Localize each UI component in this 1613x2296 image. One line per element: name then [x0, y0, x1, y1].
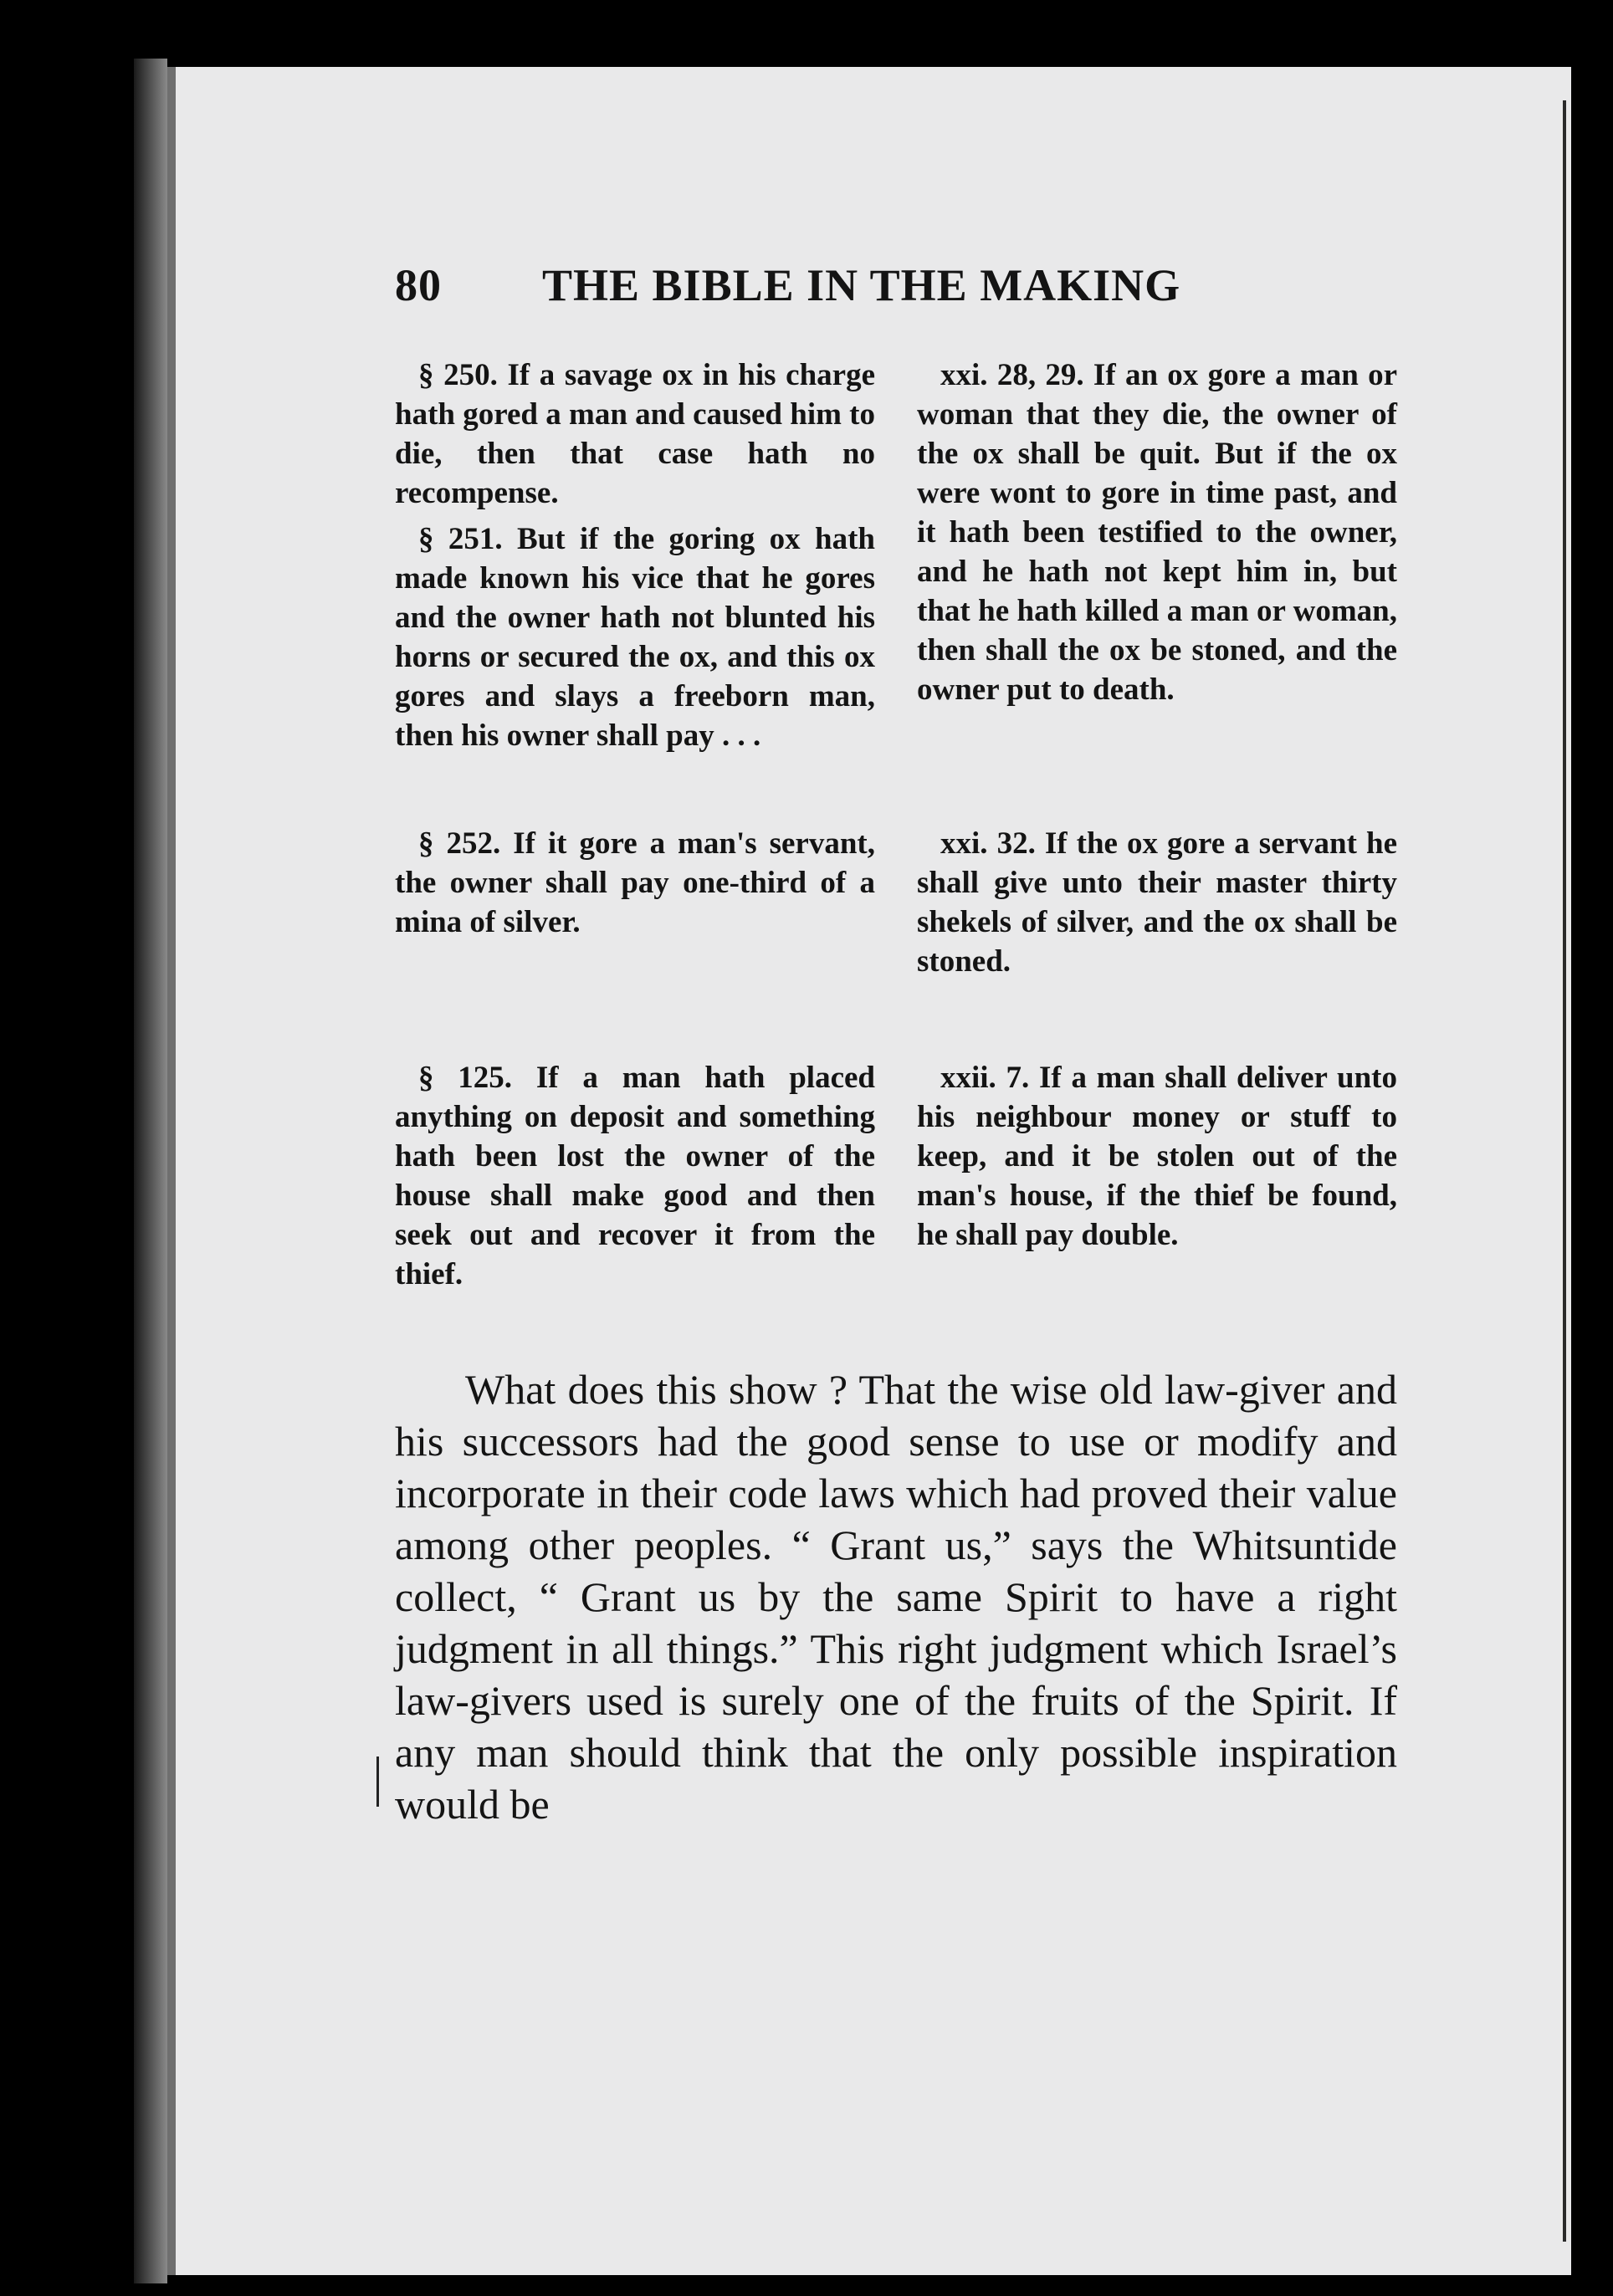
hammurabi-law-252: § 252. If it gore a man's servant, the owner shall pay one-third of a mina of silver. [395, 826, 875, 939]
hammurabi-law-251: § 251. But if the goring ox hath made known his vice that he gores and the owner hath not blunted his horns or secured the ox, and this ox gores and slays a freeborn man, then his owner shall pay . . . [395, 522, 875, 753]
exodus-column-row-3 [917, 1058, 1397, 1255]
hammurabi-law-250: § 250. If a savage ox in his charge hath gored a man and caused him to die, then that case hath no recompense. [395, 358, 875, 510]
hammurabi-column-row-1 [395, 355, 875, 755]
exodus-22-7: xxii. 7. If a man shall deliver unto his neighbour money or stuff to keep, and it be stolen out of the man's house, if the thief be found, he shall pay double. [917, 1061, 1397, 1252]
body-paragraph: What does this show ? That the wise old law-giver and his successors had the good sense to use or modify and incorporate in their code laws which had proved their value among other peoples. “ Grant us,” says the Whitsuntide collect, “ Grant us by the same Spirit to have a right judgment in all things.” This right judgment which Israel’s law-givers used is surely one of the fruits of the Spirit. If any man should think that the only possible inspiration would be [395, 1366, 1397, 1828]
hammurabi-law-125: § 125. If a man hath placed anything on deposit and something hath been lost the owner of the house shall make good and then seek out and recover it from the thief. [395, 1061, 875, 1291]
body-text [395, 1363, 1397, 1830]
exodus-21-32: xxi. 32. If the ox gore a servant he shall give unto their master thirty shekels of silver, and the ox shall be stoned. [917, 826, 1397, 979]
binding-edge-shadow [134, 59, 167, 2283]
exodus-21-28-29: xxi. 28, 29. If an ox gore a man or woman that they die, the owner of the ox shall be quit. But if the ox were wont to gore in time past, and it hath been testified to the owner, and he hath not kept him in, but that he hath killed a man or woman, then shall the ox be stoned, and the owner put to death. [917, 358, 1397, 707]
page-number: 80 [395, 260, 442, 310]
page-header [395, 259, 1257, 335]
page-edge-line [1563, 100, 1566, 2242]
margin-mark [376, 1757, 379, 1807]
running-title: THE BIBLE IN THE MAKING [542, 260, 1181, 310]
hammurabi-column-row-3 [395, 1058, 875, 1294]
exodus-column-row-1 [917, 355, 1397, 709]
exodus-column-row-2 [917, 824, 1397, 981]
hammurabi-column-row-2 [395, 824, 875, 942]
